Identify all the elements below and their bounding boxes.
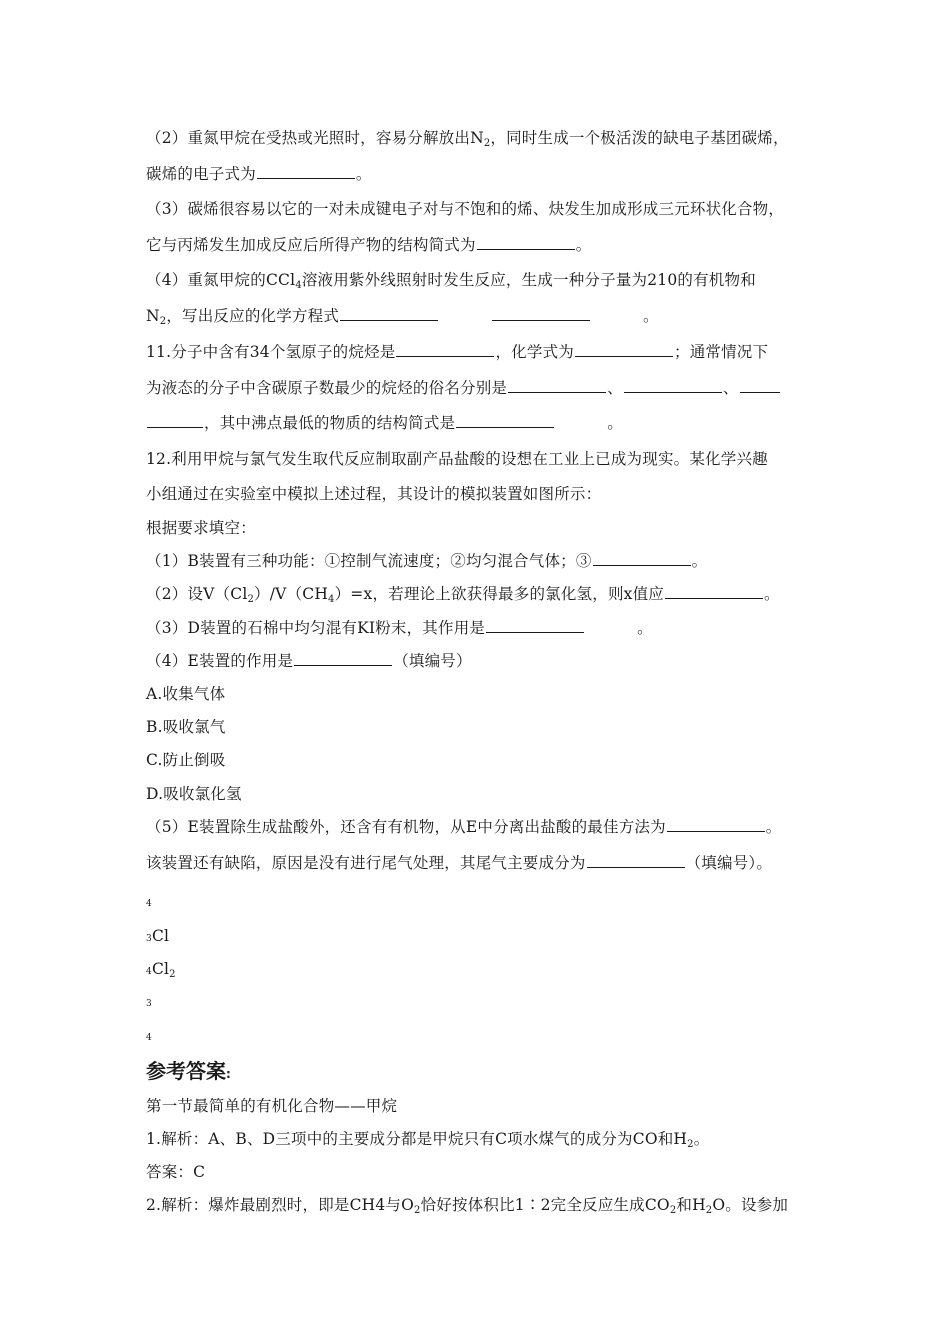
answer-blank[interactable]	[575, 342, 673, 357]
option-c: C.防止倒吸	[146, 751, 226, 769]
answer-blank[interactable]	[508, 378, 606, 393]
q11-line3: ，其中沸点最低的物质的结构简式是 。	[146, 413, 623, 433]
q12-part5: （5）E装置除生成盐酸外，还含有有机物，从E中分离出盐酸的最佳方法为 。	[146, 818, 782, 836]
q10-part2-line2: 碳烯的电子式为 。	[146, 165, 372, 183]
answer-blank[interactable]	[492, 306, 590, 321]
answer-blank[interactable]	[147, 413, 203, 428]
q10-part3-line2: 它与丙烯发生加成反应后所得产物的结构简式为 。	[146, 236, 592, 254]
answer-blank[interactable]	[665, 584, 763, 599]
diagram-fragment: 3	[146, 999, 152, 1009]
answer-blank[interactable]	[257, 164, 355, 179]
answers-section: 第一节最简单的有机化合物——甲烷	[146, 1097, 398, 1115]
answers-heading: 参考答案:	[146, 1059, 231, 1083]
q12-line2: 小组通过在实验室中模拟上述过程，其设计的模拟装置如图所示：	[146, 485, 602, 503]
option-b: B.吸收氯气	[146, 718, 226, 736]
q10-part4-line2: $N_2$，写出反应的化学方程式 。	[146, 307, 659, 327]
answer-blank[interactable]	[396, 342, 494, 357]
q12-part4: （4）E装置的作用是 （填编号）	[146, 652, 472, 670]
q12-line1: 12.利用甲烷与氯气发生取代反应制取副产品盐酸的设想在工业上已成为现实。某化学兴趣	[146, 450, 768, 468]
q12-part6: 该装置还有缺陷，原因是没有进行尾气处理，其尾气主要成分为 （填编号）。	[146, 854, 773, 872]
q11-line1: 11.分子中含有34个氢原子的烷烃是 ，化学式为 ；通常情况下	[146, 343, 769, 361]
q12-part1: （1）B装置有三种功能：①控制气流速度；②均匀混合气体；③ 。	[146, 552, 708, 570]
answer-blank[interactable]	[740, 378, 780, 393]
answer-blank[interactable]	[593, 551, 691, 566]
q12-part3: （3）D装置的石棉中均匀混有KI粉末，其作用是 。	[146, 619, 653, 637]
answer-blank[interactable]	[667, 817, 765, 832]
answer-blank[interactable]	[587, 853, 685, 868]
option-a: A.收集气体	[146, 685, 226, 703]
answer-blank[interactable]	[294, 651, 392, 666]
answer-blank[interactable]	[456, 413, 554, 428]
q12-line3: 根据要求填空：	[146, 519, 256, 537]
diagram-fragment: $4Cl_2$	[146, 960, 176, 980]
diagram-fragment: 4	[146, 899, 152, 909]
answer-1-result: 答案：C	[146, 1163, 206, 1181]
answer-blank[interactable]	[340, 306, 438, 321]
answer-blank[interactable]	[477, 235, 575, 250]
answer-2: 2.解析：爆炸最剧烈时，即是CH4与$O_2$恰好按体积比1∶2完全反应生成$CO_2$和$H_2O$。设参加	[146, 1196, 789, 1216]
answer-blank[interactable]	[486, 618, 584, 633]
diagram-fragment: 4	[146, 1033, 152, 1043]
answer-blank[interactable]	[624, 378, 722, 393]
q11-line2: 为液态的分子中含碳原子数最少的烷烃的俗名分别是 、 、	[146, 378, 781, 398]
q12-part2: （2）设$V(Cl_2)/V(CH_4)=x$，若理论上欲获得最多的氯化氢，则x值应 。	[146, 585, 780, 605]
q10-part3-line1: （3）碳烯很容易以它的一对未成键电子对与不饱和的烯、炔发生加成形成三元环状化合物，	[146, 200, 785, 218]
answer-1: 1.解析：A、B、D三项中的主要成分都是甲烷只有C项水煤气的成分为CO和$H_2$。	[146, 1130, 710, 1150]
q10-part2-line1: （2）重氮甲烷在受热或光照时，容易分解放出$N_2$，同时生成一个极活泼的缺电子基团碳烯，	[146, 129, 789, 149]
option-d: D.吸收氯化氢	[146, 785, 242, 803]
q10-part4-line1: （4）重氮甲烷的CCl$_4$溶液用紫外线照射时发生反应，生成一种分子量为210的有机物和	[146, 271, 756, 291]
diagram-fragment: 3Cl	[146, 927, 170, 945]
